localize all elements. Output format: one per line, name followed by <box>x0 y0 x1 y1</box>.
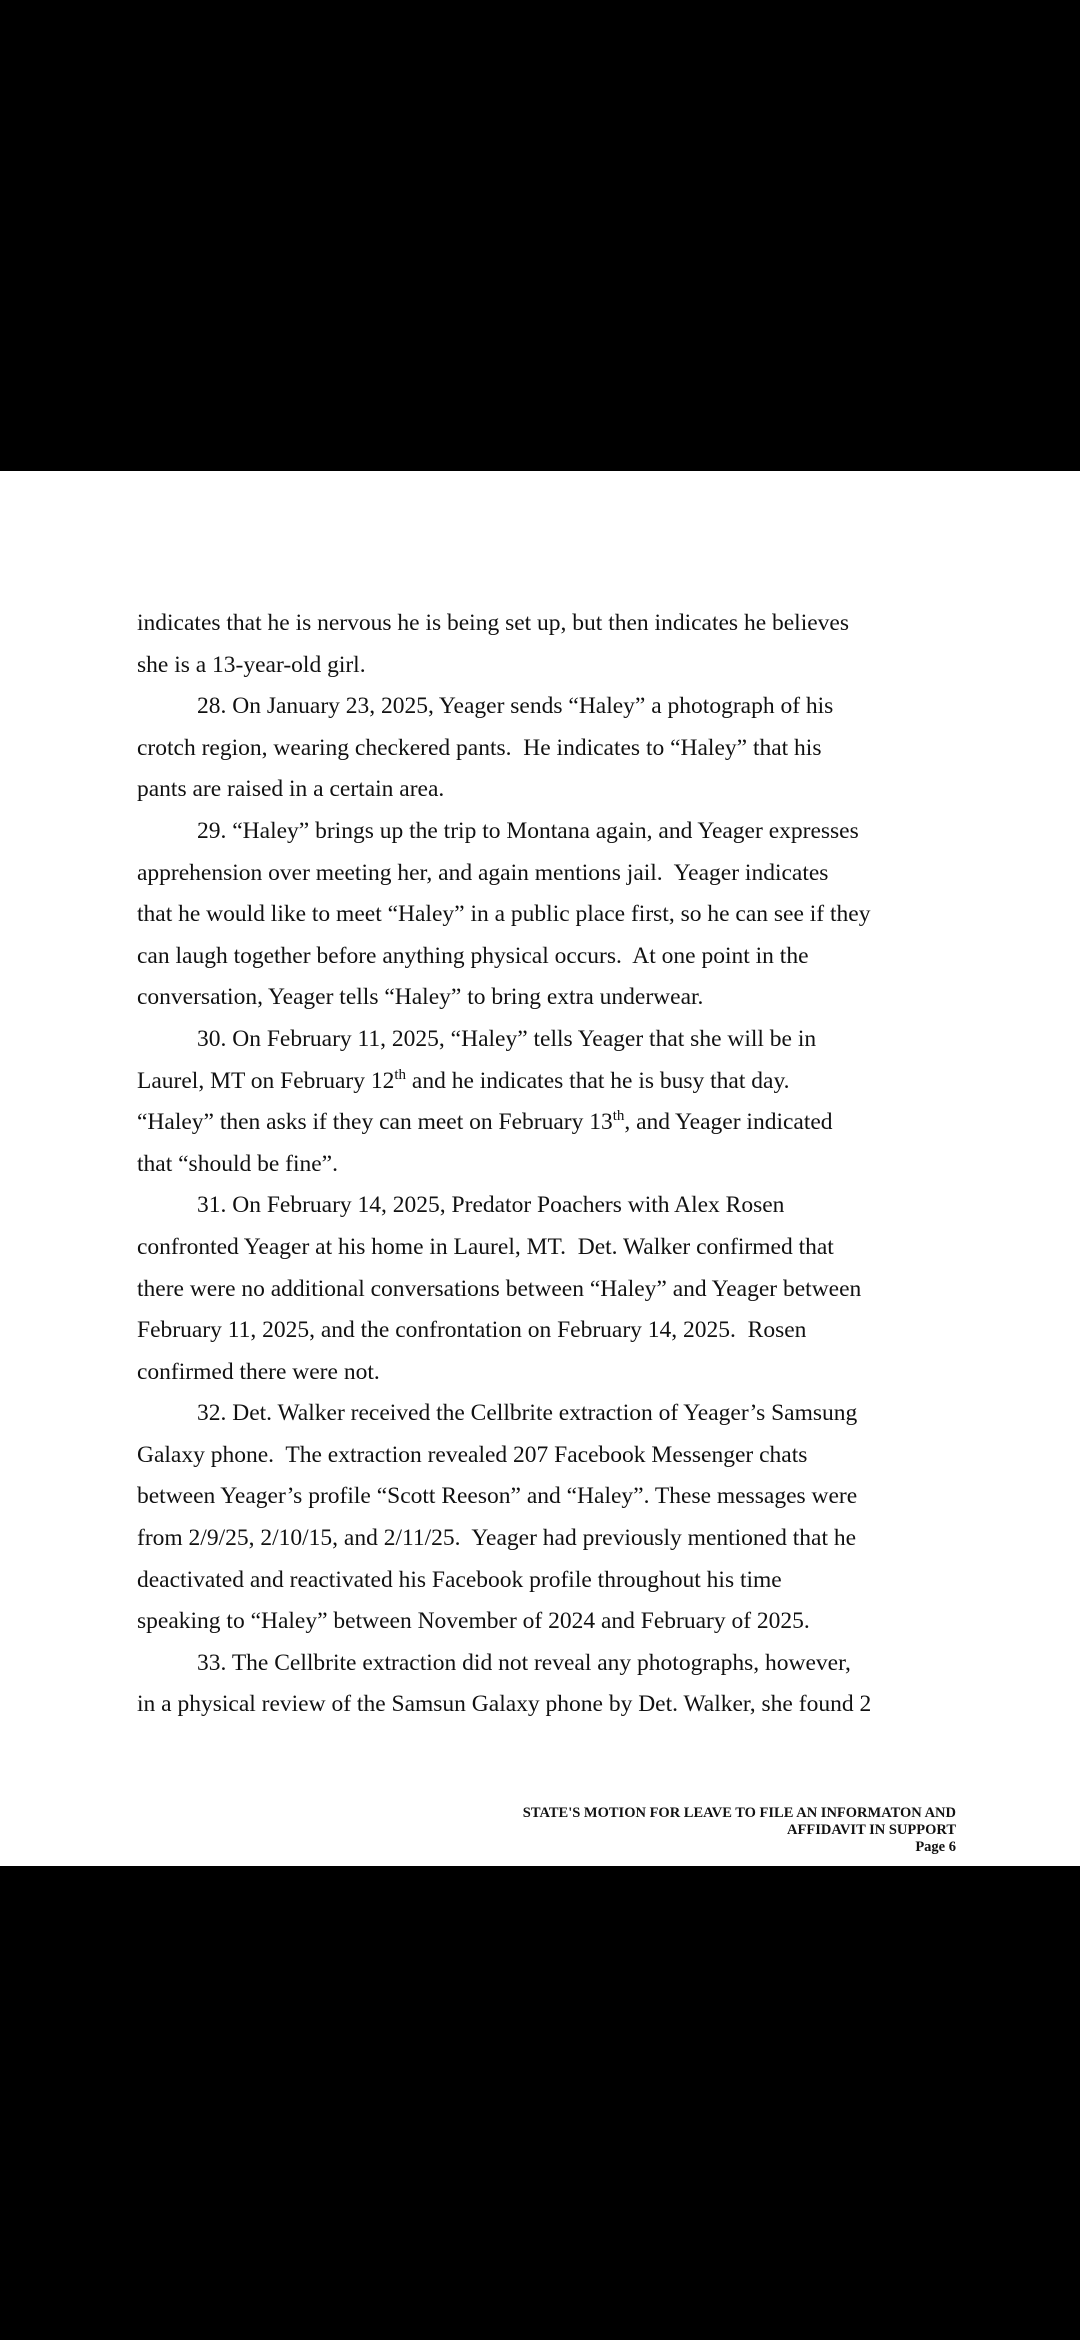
paragraph-30-start: 30. On February 11, 2025, “Haley” tells Yeager that she will be in <box>197 1025 817 1052</box>
text-line: confirmed there were not. <box>137 1358 380 1385</box>
paragraph-29-start: 29. “Haley” brings up the trip to Montana again, and Yeager expresses <box>197 817 859 844</box>
text-line: she is a 13-year-old girl. <box>137 651 366 678</box>
text-line: speaking to “Haley” between November of 2024 and February of 2025. <box>137 1608 810 1635</box>
document-page <box>0 471 1080 1866</box>
text-line: in a physical review of the Samsun Galaxy phone by Det. Walker, she found 2 <box>137 1691 872 1718</box>
text-line: deactivated and reactivated his Facebook profile throughout his time <box>137 1566 782 1593</box>
text-segment: “Haley” then asks if they can meet on February 13 <box>137 1109 613 1136</box>
text-segment: , and Yeager indicated <box>624 1109 833 1136</box>
paragraph-28-start: 28. On January 23, 2025, Yeager sends “Haley” a photograph of his <box>197 693 834 720</box>
text-line: apprehension over meeting her, and again mentions jail. Yeager indicates <box>137 859 829 886</box>
text-line: conversation, Yeager tells “Haley” to bring extra underwear. <box>137 984 704 1011</box>
text-line: confronted Yeager at his home in Laurel, MT. Det. Walker confirmed that <box>137 1233 834 1260</box>
footer-title-line1: STATE'S MOTION FOR LEAVE TO FILE AN INFORMATON AND <box>522 1805 956 1821</box>
text-line: can laugh together before anything physical occurs. At one point in the <box>137 942 809 969</box>
text-line: between Yeager’s profile “Scott Reeson” and “Haley”. These messages were <box>137 1483 858 1510</box>
text-line: that “should be fine”. <box>137 1150 338 1177</box>
text-line: Galaxy phone. The extraction revealed 207 Facebook Messenger chats <box>137 1441 808 1468</box>
footer-title-line2: AFFIDAVIT IN SUPPORT <box>787 1822 956 1838</box>
text-line: that he would like to meet “Haley” in a public place first, so he can see if they <box>137 901 871 928</box>
text-line <box>137 1061 959 1103</box>
paragraph-32-start: 32. Det. Walker received the Cellbrite extraction of Yeager’s Samsung <box>197 1400 858 1427</box>
superscript: th <box>612 1108 625 1125</box>
text-line: pants are raised in a certain area. <box>137 776 445 803</box>
paragraph-31-start: 31. On February 14, 2025, Predator Poachers with Alex Rosen <box>197 1192 785 1219</box>
text-segment: and he indicates that he is busy that day. <box>406 1067 790 1094</box>
text-line: from 2/9/25, 2/10/15, and 2/11/25. Yeager had previously mentioned that he <box>137 1525 857 1552</box>
page-footer <box>523 1805 956 1856</box>
text-line: crotch region, wearing checkered pants. He indicates to “Haley” that his <box>137 734 822 761</box>
text-line <box>137 1102 959 1144</box>
text-line: there were no additional conversations between “Haley” and Yeager between <box>137 1275 862 1302</box>
document-body <box>137 603 959 1726</box>
superscript: th <box>394 1066 407 1083</box>
text-segment: Laurel, MT on February 12 <box>137 1067 395 1094</box>
page-number: Page 6 <box>915 1839 956 1855</box>
text-line: February 11, 2025, and the confrontation on February 14, 2025. Rosen <box>137 1317 807 1344</box>
text-line: indicates that he is nervous he is being set up, but then indicates he believes <box>137 610 849 636</box>
paragraph-33-start: 33. The Cellbrite extraction did not reveal any photographs, however, <box>197 1649 851 1676</box>
